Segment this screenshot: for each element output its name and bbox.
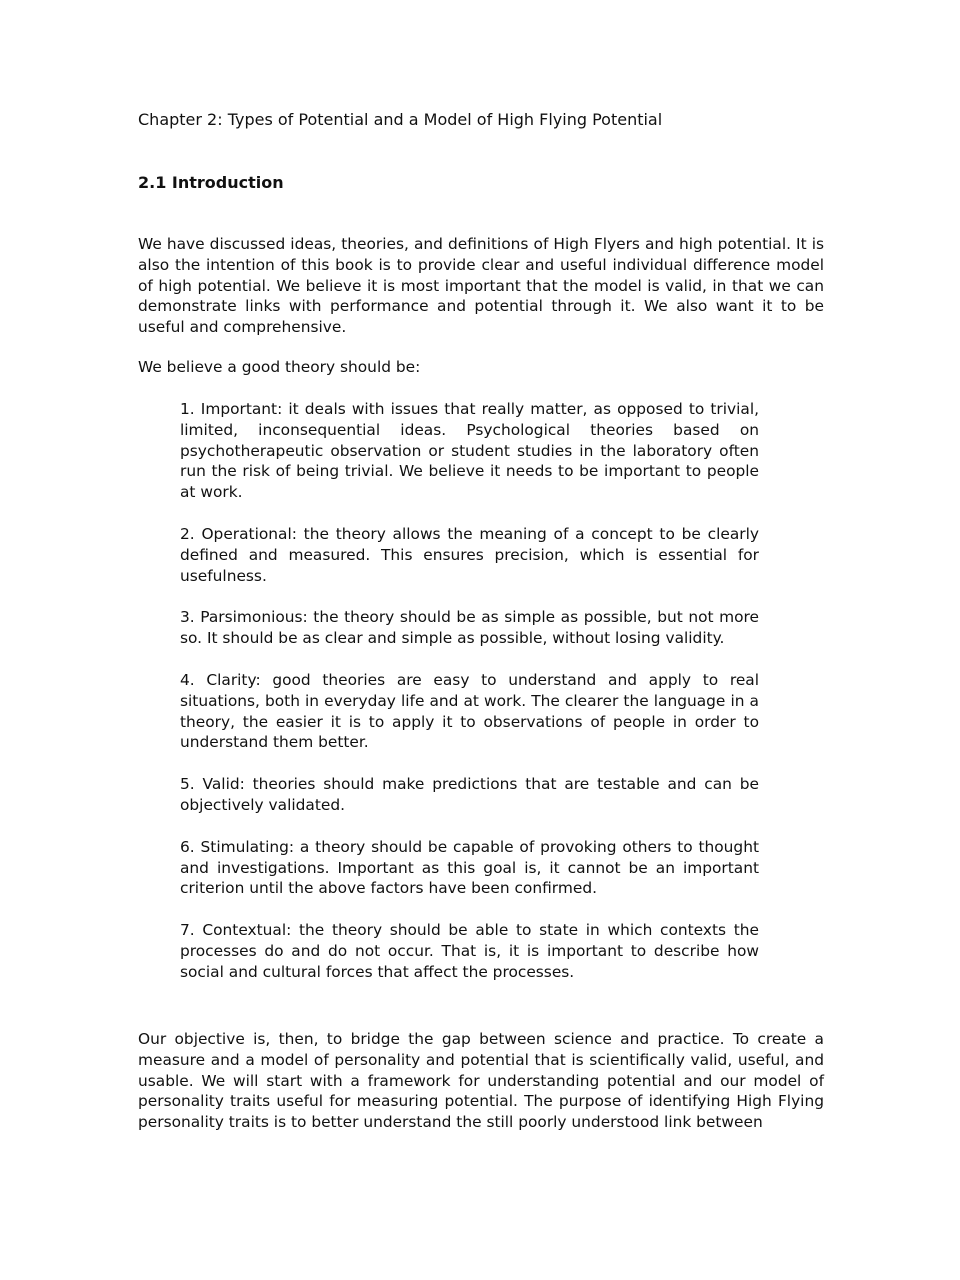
criteria-item-valid: 5. Valid: theories should make predictions that are testable and can be objectively validated. [180,775,759,814]
criteria-item-important: 1. Important: it deals with issues that really matter, as opposed to trivial, limited, inconsequential ideas. Psychological theories based on psychotherapeutic observation or student studies in the laboratory often run the risk of being trivial. We believe it needs to be important to people at work. [180,400,759,502]
criteria-list [180,399,759,1004]
criteria-item-stimulating: 6. Stimulating: a theory should be capable of provoking others to thought and investigations. Important as this goal is, it cannot be an important criterion until the above factors have been confirmed. [180,837,759,898]
criteria-item-operational: 2. Operational: the theory allows the meaning of a concept to be clearly defined and measured. This ensures precision, which is essential for usefulness. [180,524,759,585]
criteria-item-contextual: 7. Contextual: the theory should be able to state in which contexts the processes do and do not occur. That is, it is important to describe how social and cultural forces that affect the processes. [180,921,759,981]
chapter-title: Chapter 2: Types of Potential and a Model of High Flying Potential [138,110,663,129]
lead-in-paragraph: We believe a good theory should be: [138,358,421,376]
intro-paragraph: We have discussed ideas, theories, and definitions of High Flyers and high potential. It is also the intention of this book is to provide clear and useful individual difference model of high potential. We believe it is most important that the model is valid, in that we can demonstrate links with performance and potential through it. We also want it to be useful and comprehensive. [138,235,824,337]
closing-paragraph: Our objective is, then, to bridge the gap between science and practice. To create a measure and a model of personality and potential that is scientifically valid, useful, and usable. We will start with a framework for understanding potential and our model of personality traits useful for measuring potential. The purpose of identifying High Flying personality traits is to better understand the still poorly understood link between [138,1030,824,1132]
criteria-item-parsimonious: 3. Parsimonious: the theory should be as simple as possible, but not more so. It should be as clear and simple as possible, without losing validity. [180,608,759,648]
criteria-item-clarity: 4. Clarity: good theories are easy to understand and apply to real situations, both in everyday life and at work. The clearer the language in a theory, the easier it is to apply it to observations of people in order to understand them better. [180,670,759,752]
section-heading: 2.1 Introduction [138,173,284,192]
